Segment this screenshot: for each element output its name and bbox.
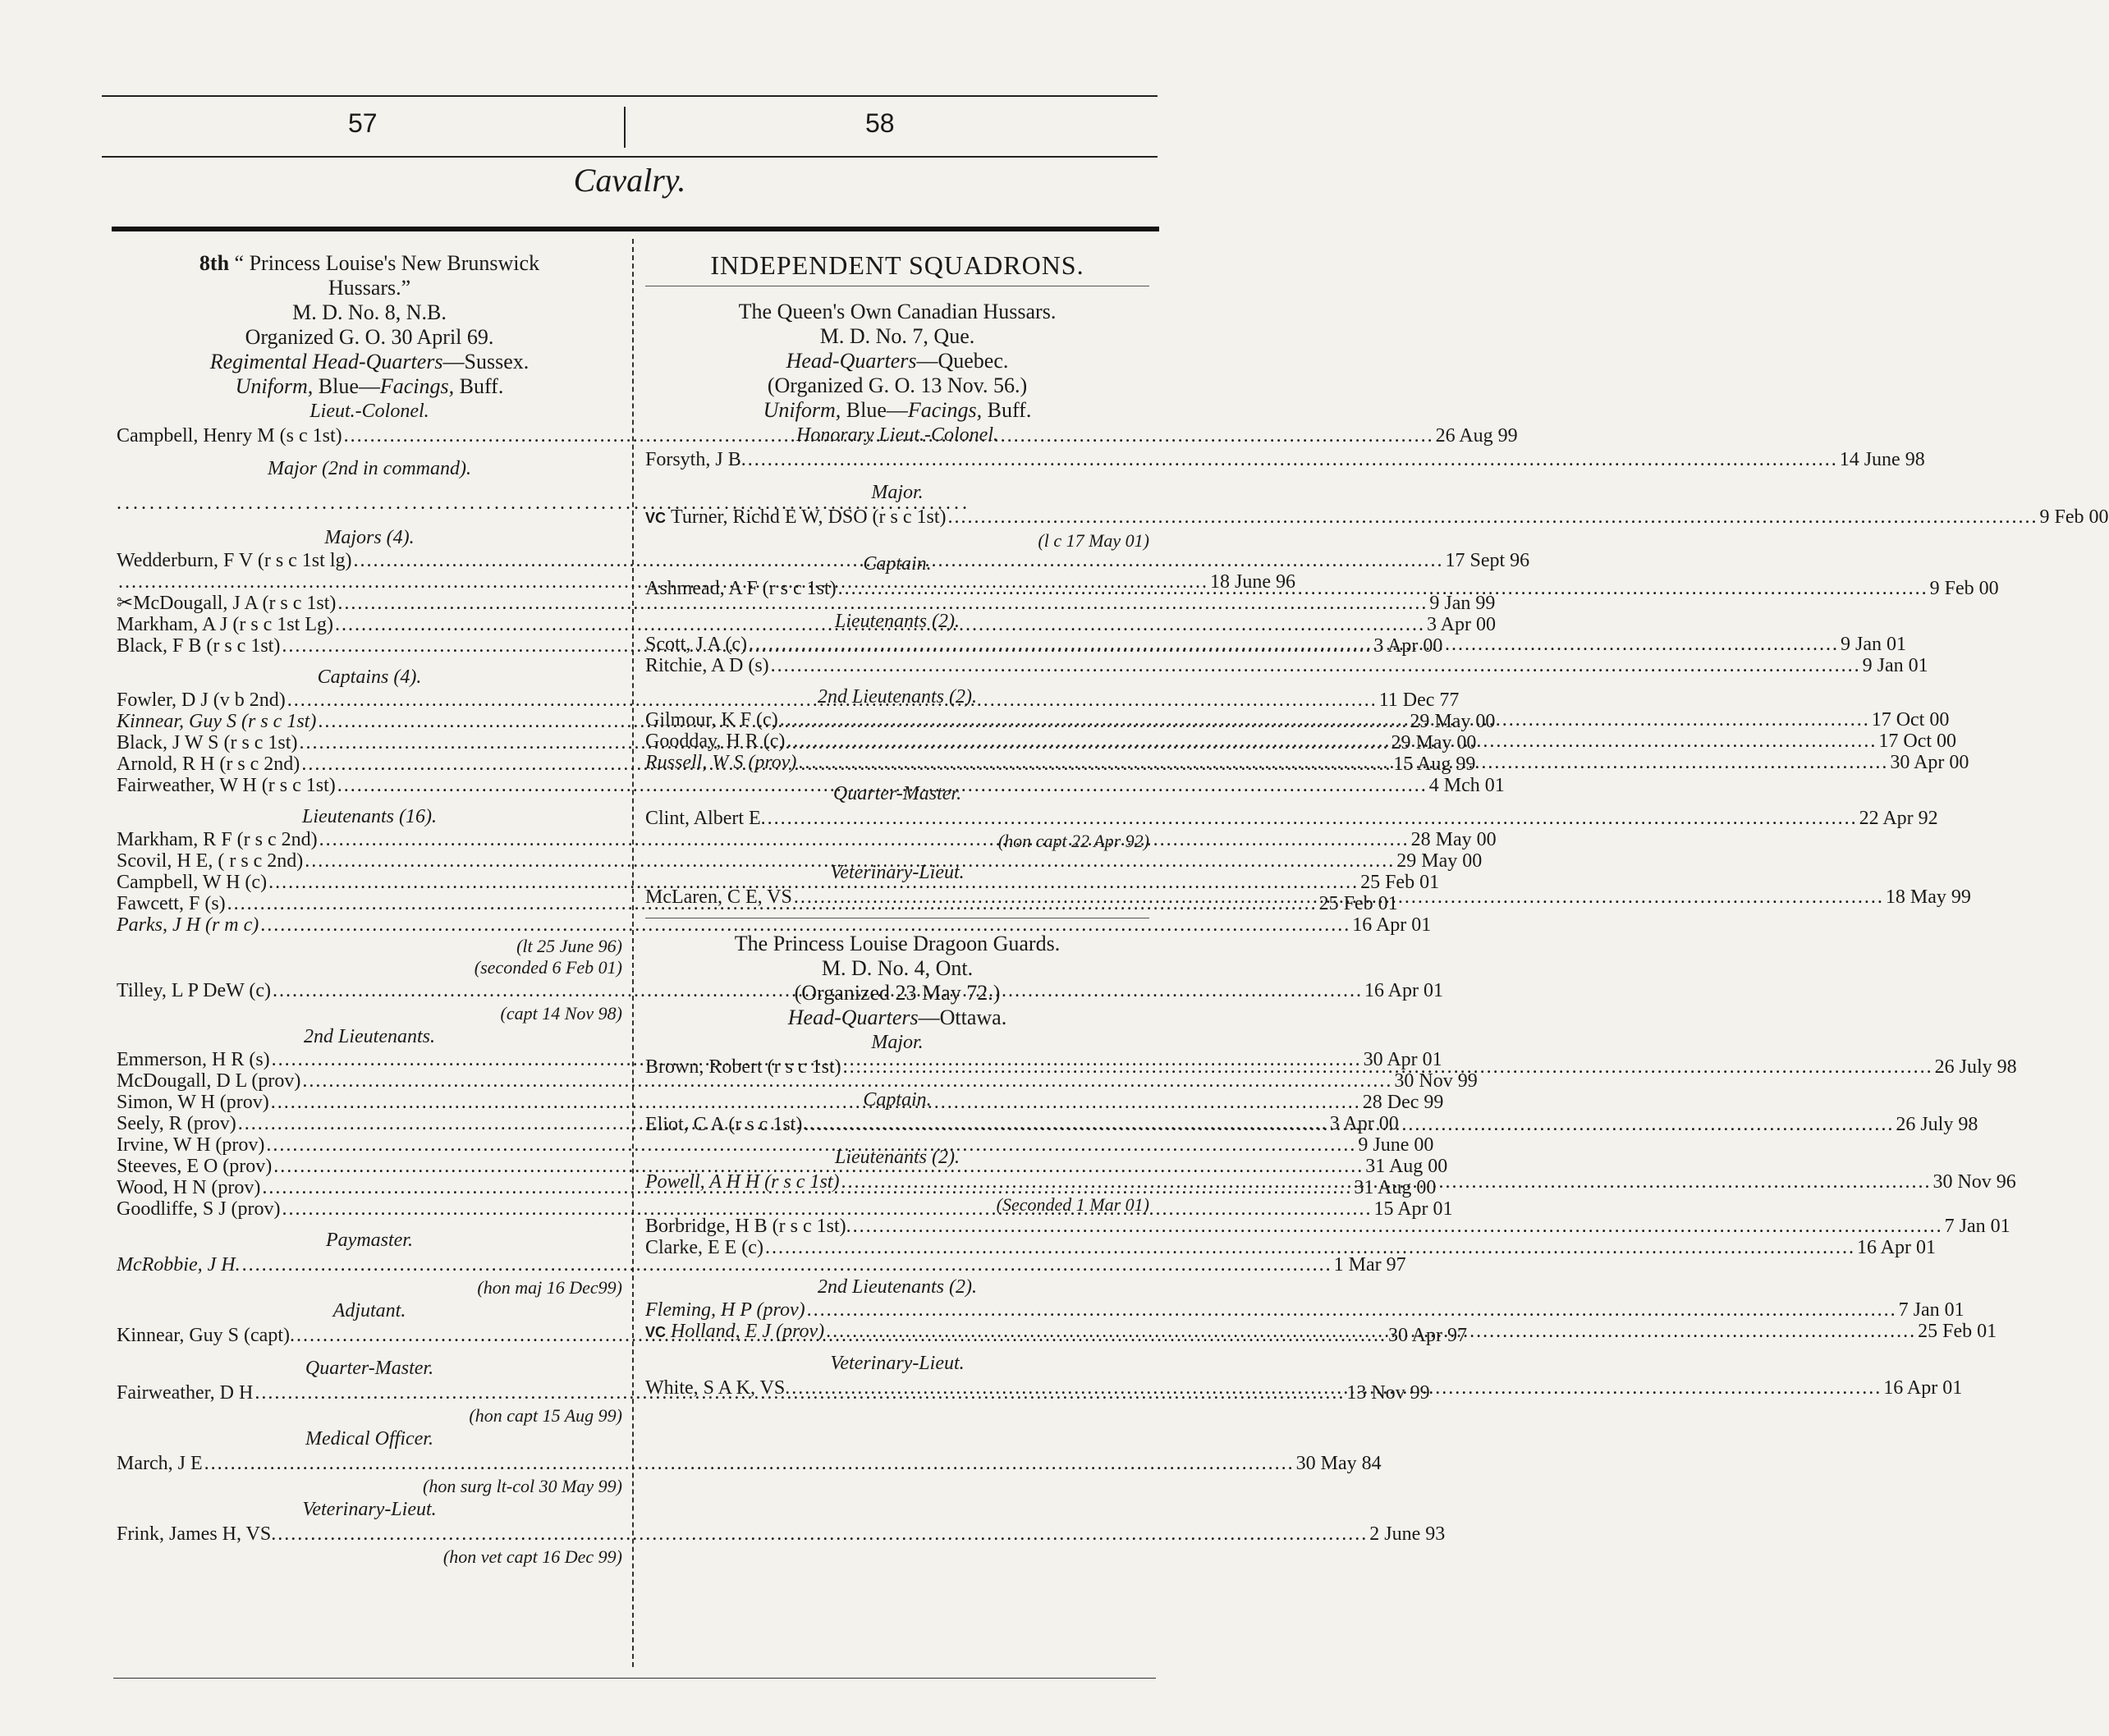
majors-heading: Majors (4). xyxy=(324,527,415,548)
organized-order: Organized G. O. 30 April 69. xyxy=(245,325,494,349)
entry-date: 9 June 00 xyxy=(1358,1134,1434,1156)
qoch-vet-heading: Veterinary-Lieut. xyxy=(830,862,965,883)
ltcol-heading: Lieut.-Colonel. xyxy=(309,401,429,422)
entry-name: Clint, Albert E. xyxy=(645,808,766,829)
entry-name: Fowler, D J (v b 2nd) xyxy=(117,689,286,711)
pldg-lt1-note: (Seconded 1 Mar 01) xyxy=(996,1194,1149,1215)
medical-note: (hon surg lt-col 30 May 99) xyxy=(423,1476,622,1496)
leader-dots xyxy=(276,1522,1369,1546)
entry-name: Borbridge, H B (r s c 1st). xyxy=(645,1216,851,1237)
medical-heading: Medical Officer. xyxy=(305,1428,433,1450)
qoch-captain-heading: Captain. xyxy=(863,553,932,575)
entry-date: 13 Nov 99 xyxy=(1346,1382,1430,1404)
entry-name: Goodliffe, S J (prov) xyxy=(117,1198,281,1220)
pldg-captain-heading: Captain. xyxy=(863,1089,932,1111)
pldg-hq-value: —Ottawa. xyxy=(918,1005,1007,1029)
leader-dots xyxy=(790,1376,1883,1400)
entry-name: Arnold, R H (r s c 2nd) xyxy=(117,753,300,775)
leader-dots xyxy=(824,1321,1918,1342)
leader-dots xyxy=(839,1170,1932,1194)
pldg-lts-heading: Lieutenants (2). xyxy=(835,1147,960,1168)
pldg-vet-heading: Veterinary-Lieut. xyxy=(830,1353,965,1374)
leader-dots xyxy=(766,806,1859,831)
qoch-uniform-value: Blue— xyxy=(841,398,908,422)
page-number-right: 58 xyxy=(865,108,895,138)
entry-date: 3 Apr 00 xyxy=(1426,614,1496,635)
entry-name: Gilmour, K F (c) xyxy=(645,709,778,731)
entry-date: 30 Nov 99 xyxy=(1394,1070,1478,1092)
pldg-2lts-heading: 2nd Lieutenants (2). xyxy=(818,1276,977,1298)
roster-entry xyxy=(645,447,1925,472)
second-lieutenants-heading: 2nd Lieutenants. xyxy=(304,1026,435,1047)
qoch-lts-heading: Lieutenants (2). xyxy=(835,611,960,632)
entry-date: 25 Feb 01 xyxy=(1360,872,1440,893)
leader-dots xyxy=(785,731,1878,752)
entry-date: 29 May 00 xyxy=(1396,850,1483,872)
entry-date: 17 Oct 00 xyxy=(1871,709,1950,731)
qoch-qm-heading: Quarter-Master. xyxy=(832,783,962,804)
medical-wrap xyxy=(117,1451,1382,1476)
entry-name: Goodday, H R (c) xyxy=(645,731,786,752)
qoch-uniform xyxy=(645,398,1149,423)
entry-name: Black, J W S (r s c 1st) xyxy=(117,732,298,753)
entry-name: Scovil, H E, ( r s c 2nd) xyxy=(117,850,304,872)
independent-squadrons-heading: INDEPENDENT SQUADRONS. xyxy=(710,250,1084,280)
entry-date: 16 Apr 01 xyxy=(1856,1237,1936,1258)
entry-date: 9 Jan 01 xyxy=(1841,634,1906,655)
entry-name: Russell, W S (prov) xyxy=(645,752,797,773)
entry-name: Kinnear, Guy S (capt). xyxy=(117,1325,295,1346)
entry-date: 9 Feb 00 xyxy=(1929,578,1999,599)
military-district: M. D. No. 8, N.B. xyxy=(292,300,447,324)
entry-date: 16 Apr 01 xyxy=(1883,1377,1963,1399)
qoch-major-heading: Major. xyxy=(871,482,924,503)
leader-dots xyxy=(851,1216,1945,1237)
entry-date: 26 Aug 99 xyxy=(1435,425,1518,447)
entry-date: 30 Apr 97 xyxy=(1387,1325,1467,1346)
vacant-dotted-line xyxy=(117,491,622,515)
qoch-organized: (Organized G. O. 13 Nov. 56.) xyxy=(767,373,1028,397)
entry-name: Wood, H N (prov) xyxy=(117,1177,261,1198)
entry-name: Ashmead, A F (r s c 1st) xyxy=(645,578,837,599)
entry-name: Fairweather, W H (r s c 1st) xyxy=(117,775,336,796)
roster-entry xyxy=(117,1522,1446,1546)
qoch-qm-wrap xyxy=(645,806,1938,831)
paymaster-wrap xyxy=(117,1253,1406,1277)
headquarters-line xyxy=(117,350,622,374)
quartermaster-heading: Quarter-Master. xyxy=(305,1358,434,1379)
paymaster-heading: Paymaster. xyxy=(326,1230,413,1251)
entry-name: Fawcett, F (s) xyxy=(117,893,226,914)
entry-name: White, S A K, VS. xyxy=(645,1377,791,1399)
entry-date: 29 May 00 xyxy=(1391,732,1477,753)
leader-dots xyxy=(763,1237,1857,1258)
qoch-major-entry xyxy=(645,505,2109,530)
leader-dots xyxy=(802,1112,1896,1137)
entry-name: Fairweather, D H xyxy=(117,1382,254,1404)
vc-mark: VC xyxy=(645,510,667,526)
entry-date: 7 Jan 01 xyxy=(1898,1299,1965,1321)
entry-date: 17 Oct 00 xyxy=(1878,731,1957,752)
vet-wrap xyxy=(117,1522,1446,1546)
entry-name: Fleming, H P (prov) xyxy=(645,1299,805,1321)
roster-entry xyxy=(645,1237,1936,1258)
uniform-line xyxy=(117,374,622,399)
entry-date: 30 Nov 96 xyxy=(1932,1171,2016,1193)
qoch-hq-value: —Quebec. xyxy=(916,349,1009,373)
leader-dots xyxy=(796,752,1890,773)
entry-name: Scott, J A (c) xyxy=(645,634,747,655)
entry-date: 2 June 93 xyxy=(1369,1523,1446,1545)
leader-dots xyxy=(805,1299,1899,1321)
entry-name: Black, F B (r s c 1st) xyxy=(117,635,281,657)
page-frame xyxy=(102,95,2109,1683)
entry-date: 9 Jan 99 xyxy=(1429,593,1496,614)
entry-name: McRobbie, J H. xyxy=(117,1254,241,1276)
regiment-title xyxy=(117,251,622,276)
major-2ic-heading: Major (2nd in command). xyxy=(268,458,471,479)
entry-name: Forsyth, J B. xyxy=(645,449,746,470)
roster-entry xyxy=(117,1253,1406,1277)
pldg-lts-list xyxy=(645,1216,2010,1258)
bottom-rule xyxy=(113,1678,1156,1679)
qoch-major-note: (l c 17 May 01) xyxy=(1038,530,1149,551)
uniform-label: Uniform, xyxy=(235,374,314,398)
entry-name: Brown, Robert (r s c 1st) xyxy=(645,1056,841,1078)
entry-date: 30 Apr 01 xyxy=(1363,1049,1442,1070)
entry-name: Ritchie, A D (s) xyxy=(645,655,769,676)
pldg-md: M. D. No. 4, Ont. xyxy=(821,956,974,980)
entry-name: Campbell, Henry M (s c 1st) xyxy=(117,425,342,447)
entry-date: 3 Apr 00 xyxy=(1373,635,1443,657)
lieutenants-heading: Lieutenants (16). xyxy=(302,806,437,827)
qoch-md: M. D. No. 7, Que. xyxy=(819,324,975,348)
regiment-name-line2: Hussars.” xyxy=(328,276,411,300)
entry-date: 28 May 00 xyxy=(1410,829,1497,850)
qoch-hq xyxy=(645,349,1149,373)
roster-entry xyxy=(117,914,1432,936)
entry-name: March, J E xyxy=(117,1453,203,1474)
pldg-2lt1-wrap xyxy=(645,1299,1965,1321)
entry-date: 3 Apr 00 xyxy=(1329,1113,1399,1134)
qoch-facings-label: Facings, xyxy=(907,398,983,422)
roster-entry xyxy=(645,655,1928,676)
pldg-organized: (Organized 23 May 72.) xyxy=(794,981,1001,1005)
entry-date: 17 Sept 96 xyxy=(1445,550,1530,571)
roster-entry xyxy=(117,1451,1382,1476)
entry-date: 31 Aug 00 xyxy=(1365,1156,1448,1177)
roster-entry xyxy=(645,806,1938,831)
tilley-note: (capt 14 Nov 98) xyxy=(500,1003,622,1024)
entry-name: Markham, R F (r s c 2nd) xyxy=(117,829,318,850)
vc-mark: VC xyxy=(645,1324,667,1340)
qoch-hon-ltcol-wrap xyxy=(645,447,1925,472)
regiment-name-line1: “ Princess Louise's New Brunswick xyxy=(234,251,540,275)
entry-name: Campbell, W H (c) xyxy=(117,872,268,893)
vet-heading: Veterinary-Lieut. xyxy=(302,1499,437,1520)
page-number-left: 57 xyxy=(348,108,378,138)
entry-name: Clarke, E E (c) xyxy=(645,1237,763,1258)
entry-name: Seely, R (prov) xyxy=(117,1113,236,1134)
entry-name: Kinnear, Guy S (r s c 1st) xyxy=(117,711,317,732)
uniform-value: Blue— xyxy=(313,374,380,398)
entry-name: Wedderburn, F V (r s c 1st lg) xyxy=(117,550,352,571)
entry-name: Simon, W H (prov) xyxy=(117,1092,269,1113)
entry-date: 1 Mar 97 xyxy=(1333,1254,1406,1276)
entry-name: Markham, A J (r s c 1st Lg) xyxy=(117,614,333,635)
roster-entry xyxy=(117,593,1496,614)
entry-date: 11 Dec 77 xyxy=(1378,689,1460,711)
leader-dots xyxy=(837,576,1930,601)
entry-date: 9 Jan 01 xyxy=(1862,655,1928,676)
leader-dots xyxy=(746,447,1840,472)
entry-date: 22 Apr 92 xyxy=(1859,808,1938,829)
parks-note-2: (seconded 6 Feb 01) xyxy=(474,957,622,978)
section-title: Cavalry. xyxy=(573,162,686,199)
pldg-name: The Princess Louise Dragoon Guards. xyxy=(734,932,1061,955)
qoch-hq-label: Head-Quarters xyxy=(786,349,917,373)
leader-dots xyxy=(792,885,1886,909)
entry-name: McDougall, D L (prov) xyxy=(117,1070,301,1092)
entry-date: 16 Apr 01 xyxy=(1352,914,1432,936)
entry-date: 16 Apr 01 xyxy=(1364,980,1443,1001)
hq-label: Regimental Head-Quarters xyxy=(209,350,443,373)
qoch-name: The Queen's Own Canadian Hussars. xyxy=(738,300,1057,323)
pldg-hq xyxy=(645,1005,1149,1030)
leader-dots xyxy=(841,1055,1935,1079)
entry-name: ✂McDougall, J A (r s c 1st) xyxy=(117,593,337,614)
entry-date: 15 Aug 99 xyxy=(1393,753,1476,775)
entry-date: 28 Dec 99 xyxy=(1362,1092,1444,1113)
entry-date: 7 Jan 01 xyxy=(1944,1216,2010,1237)
regiment-number: 8th xyxy=(199,251,230,275)
entry-date: 25 Feb 01 xyxy=(1318,893,1398,914)
qoch-facings-value: Buff. xyxy=(982,398,1032,422)
entry-date: 15 Apr 01 xyxy=(1373,1198,1453,1220)
entry-name: Holland, E J (prov) xyxy=(671,1321,825,1342)
paymaster-note: (hon maj 16 Dec99) xyxy=(477,1277,622,1298)
entry-date: 31 Aug 00 xyxy=(1354,1177,1437,1198)
qoch-2lts-heading: 2nd Lieutenants (2). xyxy=(818,686,977,708)
entry-name: Parks, J H (r m c) xyxy=(117,914,259,936)
entry-date: 14 June 98 xyxy=(1839,449,1925,470)
roster-entry xyxy=(645,1216,2010,1237)
entry-name: Frink, James H, VS. xyxy=(117,1523,277,1545)
entry-date: 9 Feb 00 xyxy=(2039,506,2109,528)
qoch-qm-note: (hon capt 22 Apr 92) xyxy=(997,831,1149,851)
pldg-hq-label: Head-Quarters xyxy=(787,1005,919,1029)
hq-value: —Sussex. xyxy=(442,350,530,373)
entry-name: Irvine, W H (prov) xyxy=(117,1134,265,1156)
entry-date: 30 May 84 xyxy=(1295,1453,1382,1474)
pldg-major-heading: Major. xyxy=(871,1032,924,1053)
title-rule xyxy=(112,227,1159,231)
entry-name: Turner, Richd E W, DSO (r s c 1st) xyxy=(671,506,947,528)
entry-name: Emmerson, H R (s) xyxy=(117,1049,270,1070)
entry-date: 29 May 00 xyxy=(1410,711,1496,732)
leader-dots xyxy=(769,655,1863,676)
entry-name: Eliot, C A (r s c 1st) xyxy=(645,1114,803,1135)
vet-note: (hon vet capt 16 Dec 99) xyxy=(442,1546,622,1567)
entry-date: 30 Apr 00 xyxy=(1890,752,1969,773)
entry-name: Steeves, E O (prov) xyxy=(117,1156,273,1177)
adjutant-heading: Adjutant. xyxy=(332,1300,406,1321)
leader-dots xyxy=(203,1451,1296,1476)
entry-name: Tilley, L P DeW (c) xyxy=(117,980,271,1001)
page-header xyxy=(102,95,1158,158)
captains-heading: Captains (4). xyxy=(317,666,422,688)
leader-dots xyxy=(947,505,2040,529)
entry-date: 26 July 98 xyxy=(1896,1114,1978,1135)
facings-label: Facings, xyxy=(379,374,455,398)
entry-date: 25 Feb 01 xyxy=(1918,1321,1997,1342)
facings-value: Buff. xyxy=(454,374,504,398)
qoch-uniform-label: Uniform, xyxy=(763,398,841,422)
entry-date: 26 July 98 xyxy=(1934,1056,2017,1078)
header-divider xyxy=(624,107,626,148)
entry-date: 18 May 99 xyxy=(1885,886,1971,908)
parks-note-1: (lt 25 June 96) xyxy=(516,936,622,956)
entry-date: 4 Mch 01 xyxy=(1428,775,1505,796)
leader-dots xyxy=(778,709,1872,731)
entry-date: 18 June 96 xyxy=(1210,571,1295,593)
roster-entry xyxy=(117,850,1483,872)
roster-entry xyxy=(117,1134,1434,1156)
entry-name: McLaren, C E, VS xyxy=(645,886,792,908)
qoch-hon-ltcol-heading: Honorary Lieut.-Colonel. xyxy=(796,424,998,446)
entry-name: Powell, A H H (r s c 1st) xyxy=(645,1171,840,1193)
roster-entry xyxy=(645,1299,1965,1321)
roster-entry xyxy=(117,1070,1478,1092)
quartermaster-note: (hon capt 15 Aug 99) xyxy=(469,1405,622,1426)
leader-dots xyxy=(747,634,1841,655)
